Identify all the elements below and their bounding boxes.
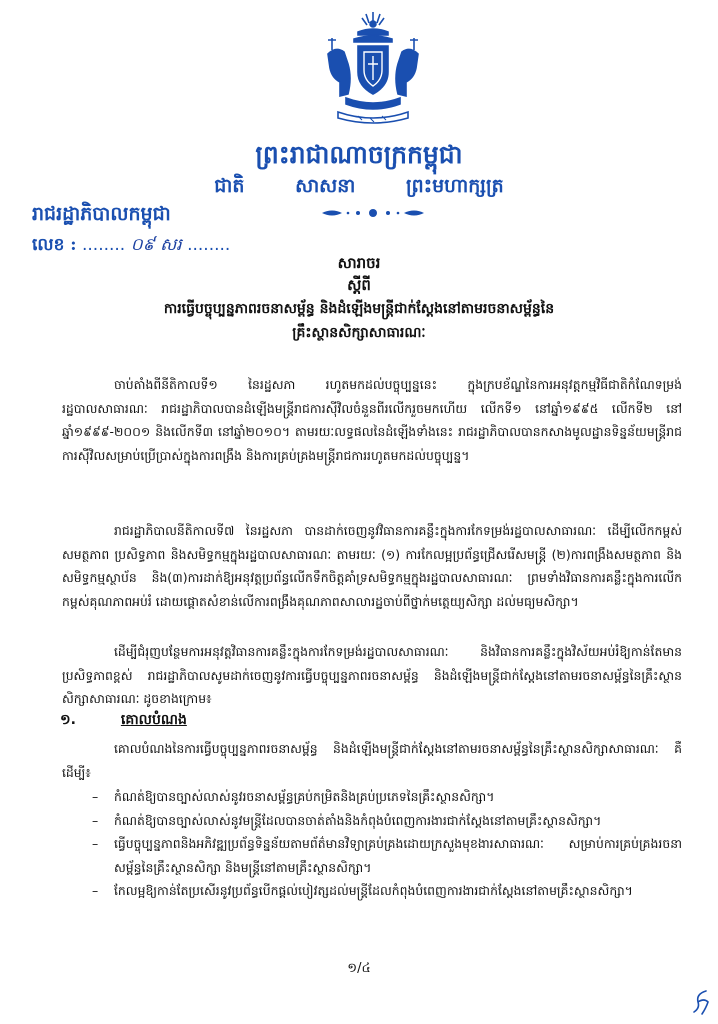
list-item: – កំណត់ឱ្យបានច្បាស់លាស់នូវរចនាសម្ព័ន្ធគ្រប់កម្រិតនិងគ្រប់ប្រភេទនៃគ្រឹះស្ថានសិក្សា។ xyxy=(92,785,682,809)
motto-king: ព្រះមហាក្សត្រ xyxy=(406,175,504,197)
body-paragraph-1: ចាប់តាំងពីនីតិកាលទី១ នៃរដ្ឋសភា រហូតមកដល់បច្ចុប្បន្ននេះ ក្នុងក្របខ័ណ្ឌនៃការអនុវត្តកម្មវិធីជាតិកំណែទម្រង់រដ្ឋបាលសាធារណៈ រាជរដ្ឋាភិបាលបានដំឡើងមន្ត្រីរាជការស៊ីវិលចំនួនពីរលើករួចមកហើយ លើកទី១ នៅឆ្នាំ១៩៩៥ លើកទី២ នៅឆ្នាំ១៩៩៩-២០០១ និងលើកទី៣ នៅឆ្នាំ២០១០។ តាមរយៈលទ្ធផលនៃដំឡើងទាំងនេះ រាជរដ្ឋាភិបាលបានកសាងមូលដ្ឋានទិន្នន័យមន្ត្រីរាជការស៊ីវិលសម្រាប់ប្រើប្រាស់ក្នុងការពង្រឹង និងការគ្រប់គ្រងមន្ត្រីរាជការរហូតមកដល់បច្ចុប្បន្ន។ xyxy=(62,377,682,463)
ref-label: លេខ : xyxy=(32,235,77,255)
list-item: – ធ្វើបច្ចុប្បន្នភាពនិងអភិវឌ្ឍប្រព័ន្ធទិន្នន័យតាមព័ត៌មានវិទ្យាគ្រប់គ្រងដោយក្រសួងមុខងារសាធារណៈ សម្រាប់ការគ្រប់គ្រងរចនាសម្ព័ន្ធនៃគ្រឹះស្ថានសិក្សា និងមន្ត្រីនៅតាមគ្រឹះស្ថានសិក្សា។ xyxy=(92,832,682,879)
page-number: ១/៤ xyxy=(347,961,371,976)
bullet-dash: – xyxy=(92,789,99,804)
bullet-dash: – xyxy=(92,812,99,828)
ref-dots: ........ xyxy=(81,235,126,255)
handwritten-initial-icon xyxy=(690,988,712,1016)
royal-arms-of-cambodia-icon xyxy=(318,8,428,128)
section-heading xyxy=(60,710,187,731)
motto-religion: សាសនា xyxy=(295,175,356,197)
list-item: – កំណត់ឱ្យបានច្បាស់លាស់នូវមន្ត្រីដែលបានចាត់តាំងនិងកំពុងបំពេញការងារជាក់ស្ដែងនៅតាមគ្រឹះស្ថានសិក្សា។ xyxy=(92,809,682,833)
body-paragraph-3: ដើម្បីជំរុញបន្ថែមការអនុវត្តវិធានការគន្លឹះក្នុងការកែទម្រង់រដ្ឋបាលសាធារណៈ និងវិធានការគន្លឹះក្នុងវិស័យអប់រំឱ្យកាន់តែមានប្រសិទ្ធភាពខ្ពស់ រាជរដ្ឋាភិបាលសូមដាក់ចេញនូវការធ្វើបច្ចុប្បន្នភាពរចនាសម្ព័ន្ធ និងដំឡើងមន្ត្រីជាក់ស្ដែងនៅតាមរចនាសម្ព័ន្ធនៃគ្រឹះស្ថានសិក្សាសាធារណៈ ដូចខាងក្រោម៖ xyxy=(62,644,682,706)
motto-nation: ជាតិ xyxy=(214,175,245,197)
section-intro: គោលបំណងនៃការធ្វើបច្ចុប្បន្នភាពរចនាសម្ព័ន្ធ និងដំឡើងមន្ត្រីជាក់ស្ដែងនៅតាមរចនាសម្ព័ន្ធនៃគ្រឹះស្ថានសិក្សាសាធារណៈ គឺដើម្បី៖ xyxy=(62,741,682,780)
bullet-dash: – xyxy=(92,883,99,898)
doc-subject-line1: ការធ្វើបច្ចុប្បន្នភាពរចនាសម្ព័ន្ធ និងដំឡើងមន្ត្រីជាក់ស្ដែងនៅតាមរចនាសម្ព័ន្ធនៃ xyxy=(163,301,555,317)
kingdom-heading: ព្រះរាជាណាចក្រកម្ពុជា xyxy=(255,140,463,169)
ref-dots-end: ........ xyxy=(187,235,231,255)
ref-number: ០៩ សរ xyxy=(130,235,182,255)
doc-subject-line2: គ្រឹះស្ថានសិក្សាសាធារណៈ xyxy=(292,325,426,341)
objectives-list xyxy=(92,785,682,903)
doc-subject-label: ស្ដីពី xyxy=(347,276,371,294)
bullet-dash: – xyxy=(92,836,99,851)
doc-type: សារាចរ xyxy=(337,254,381,272)
body-paragraph-2: រាជរដ្ឋាភិបាលនីតិកាលទី៧ នៃរដ្ឋសភា បានដាក់ចេញនូវវិធានការគន្លឹះក្នុងការកែទម្រង់រដ្ឋបាលសាធារណៈ ដើម្បីលើកកម្ពស់សមត្ថភាព ប្រសិទ្ធភាព និងសមិទ្ធកម្មក្នុងរដ្ឋបាលសាធារណៈ តាមរយៈ (១) ការកែលម្អប្រព័ន្ធជ្រើសរើសមន្ត្រី (២)ការពង្រឹងសមត្ថភាព និងសមិទ្ធកម្មស្ថាប័ន និង(៣)ការដាក់ឱ្យអនុវត្តប្រព័ន្ធលើកទឹកចិត្តគាំទ្រសមិទ្ធកម្មក្នុងរដ្ឋបាលសាធារណៈ ព្រមទាំងវិធានការគន្លឹះក្នុងការលើកកម្ពស់គុណភាពអប់រំ ដោយផ្ដោតសំខាន់លើការពង្រឹងគុណភាពសាលារដ្ឋចាប់ពីថ្នាក់មត្តេយ្យសិក្សា ដល់មធ្យមសិក្សា។ xyxy=(62,523,682,609)
list-item: – កែលម្អឱ្យកាន់តែប្រសើរនូវប្រព័ន្ធបើកផ្ដល់បៀវត្សដល់មន្ត្រីដែលកំពុងបំពេញការងារជាក់ស្ដែងនៅតាមគ្រឹះស្ថានសិក្សា។ xyxy=(92,879,682,903)
section-number: ១. xyxy=(60,712,76,728)
ornament-divider-icon xyxy=(318,206,428,220)
national-motto xyxy=(0,174,718,198)
issuer-name: រាជរដ្ឋាភិបាលកម្ពុជា xyxy=(32,203,171,225)
section-title: គោលបំណង xyxy=(120,712,187,728)
